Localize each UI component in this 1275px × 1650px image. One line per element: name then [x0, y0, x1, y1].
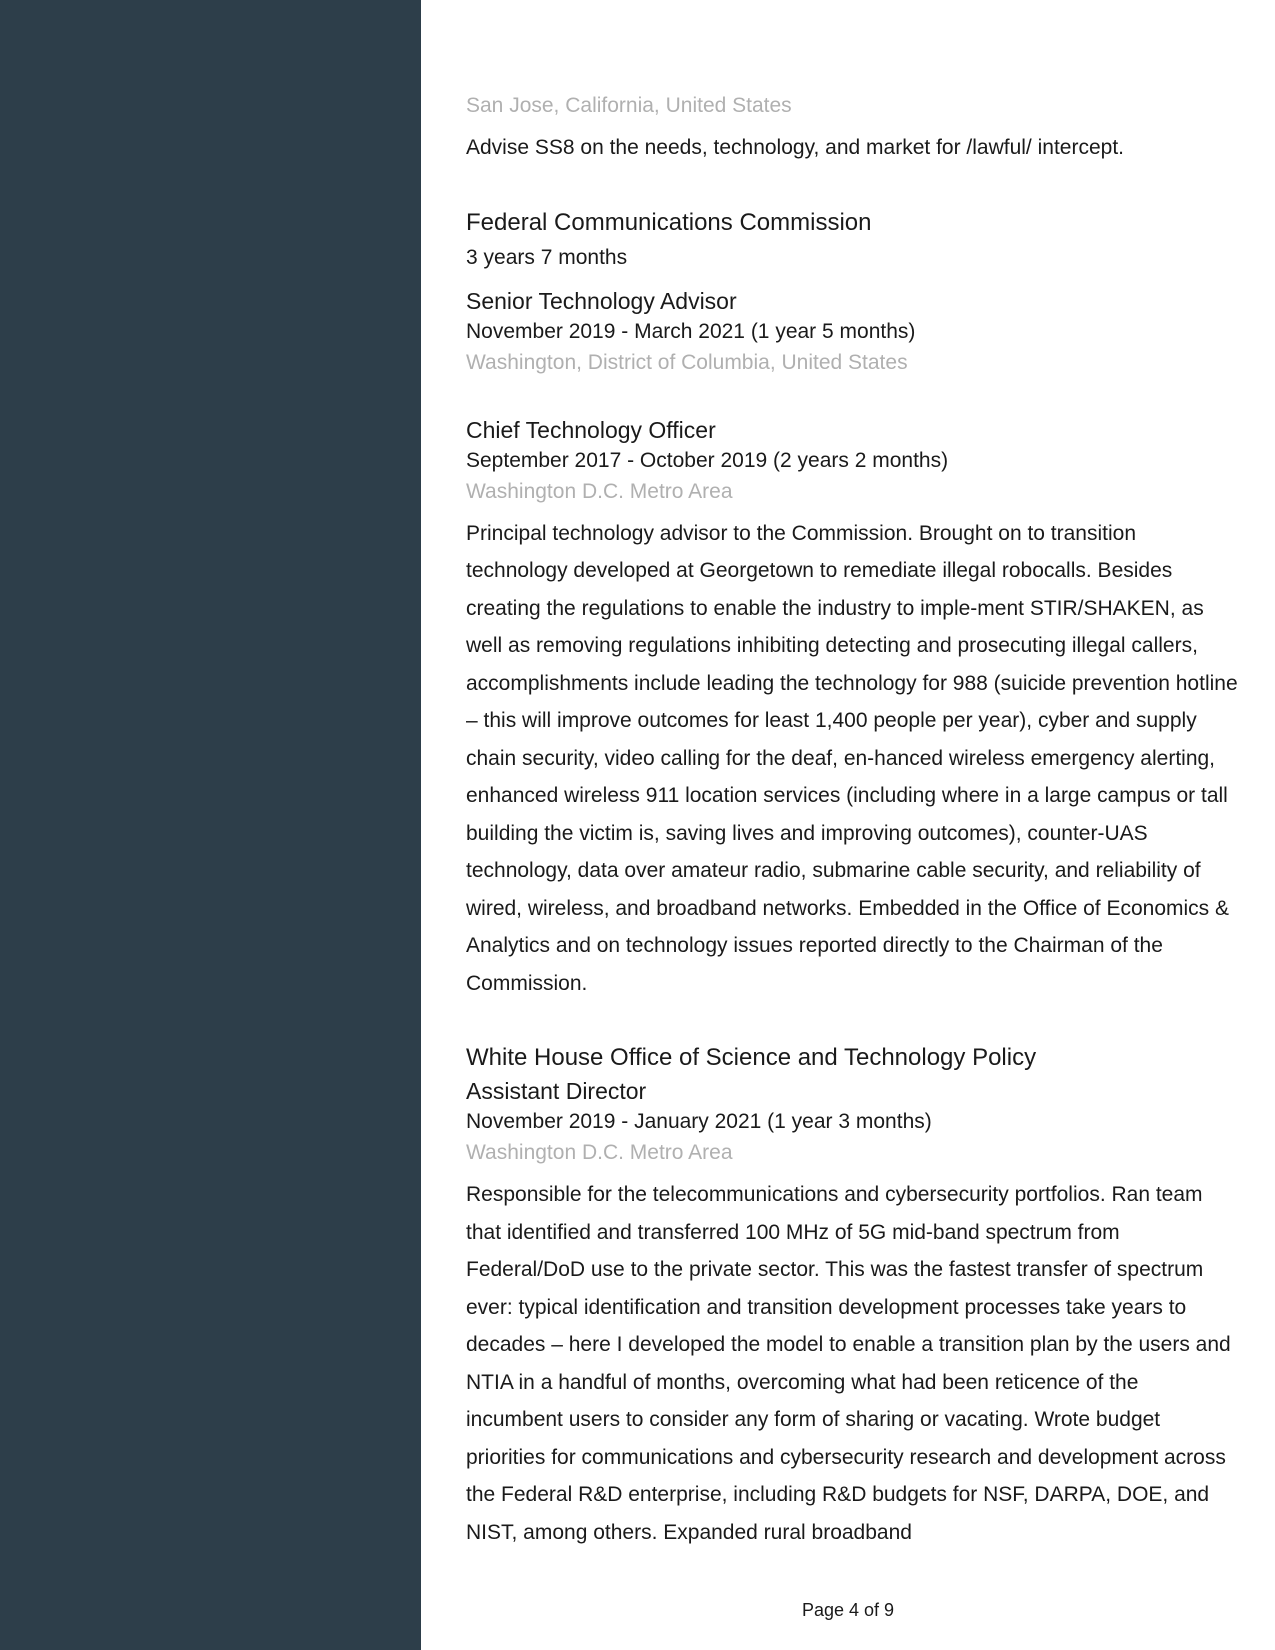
ss8-description: Advise SS8 on the needs, technology, and market for /lawful/ intercept.	[466, 136, 1124, 159]
fcc-role2-location: Washington D.C. Metro Area	[466, 479, 733, 503]
fcc-duration: 3 years 7 months	[466, 245, 628, 269]
fcc-role2-description: Principal technology advisor to the Commission. Brought on to transition technology developed at Georgetown to remediate illegal robocalls. Besides creating the regulations to enable the industry to imple-ment STIR/SHAKEN, as well as removing regulations inhibiting detecting and prosecuting illegal callers, accomplishments include leading the technology for 988 (suicide prevention hotline – this will improve outcomes for least 1,400 people per year), cyber and supply chain security, video calling for the deaf, en-hanced wireless emergency alerting, enhanced wireless 911 location services (including where in a large campus or tall building the victim is, saving lives and improving outcomes), counter-UAS technology, data over amateur radio, submarine cable security, and reliability of wired, wireless, and broadband networks. Embedded in the Office of Economics & Analytics and on technology issues reported directly to the Chairman of the Commission.	[466, 521, 1238, 995]
fcc-role2-title: Chief Technology Officer	[466, 416, 716, 443]
ostp-role-title: Assistant Director	[466, 1078, 647, 1104]
page-number: Page 4 of 9	[801, 1600, 895, 1620]
ss8-location: San Jose, California, United States	[466, 94, 792, 117]
fcc-role1-location: Washington, District of Columbia, United States	[466, 350, 908, 374]
ostp-role-dates: November 2019 - January 2021 (1 year 3 months)	[466, 1110, 932, 1133]
sidebar-panel	[0, 0, 421, 1650]
fcc-role2-dates: September 2017 - October 2019 (2 years 2 months)	[466, 448, 949, 472]
fcc-role1-title: Senior Technology Advisor	[466, 287, 737, 314]
ostp-entry	[466, 1041, 1241, 1551]
ss8-entry	[466, 90, 1241, 167]
fcc-entry	[466, 206, 1241, 1003]
fcc-role1-dates: November 2019 - March 2021 (1 year 5 months)	[466, 319, 916, 343]
ostp-company-name: White House Office of Science and Technology Policy	[466, 1044, 1037, 1071]
ostp-role-description: Responsible for the telecommunications and cybersecurity portfolios. Ran team that identified and transferred 100 MHz of 5G mid-band spectrum from Federal/DoD use to the private sector. This was the fastest transfer of spectrum ever: typical identification and transition development processes take years to decades – here I developed the model to enable a transition plan by the users and NTIA in a handful of months, overcoming what had been reticence of the incumbent users to consider any form of sharing or vacating. Wrote budget priorities for communications and cybersecurity research and development across the Federal R&D enterprise, including R&D budgets for NSF, DARPA, DOE, and NIST, among others. Expanded rural broadband	[466, 1183, 1231, 1544]
fcc-company-name: Federal Communications Commission	[466, 208, 872, 236]
experience-section	[466, 90, 1241, 1551]
ostp-role-location: Washington D.C. Metro Area	[466, 1141, 733, 1164]
